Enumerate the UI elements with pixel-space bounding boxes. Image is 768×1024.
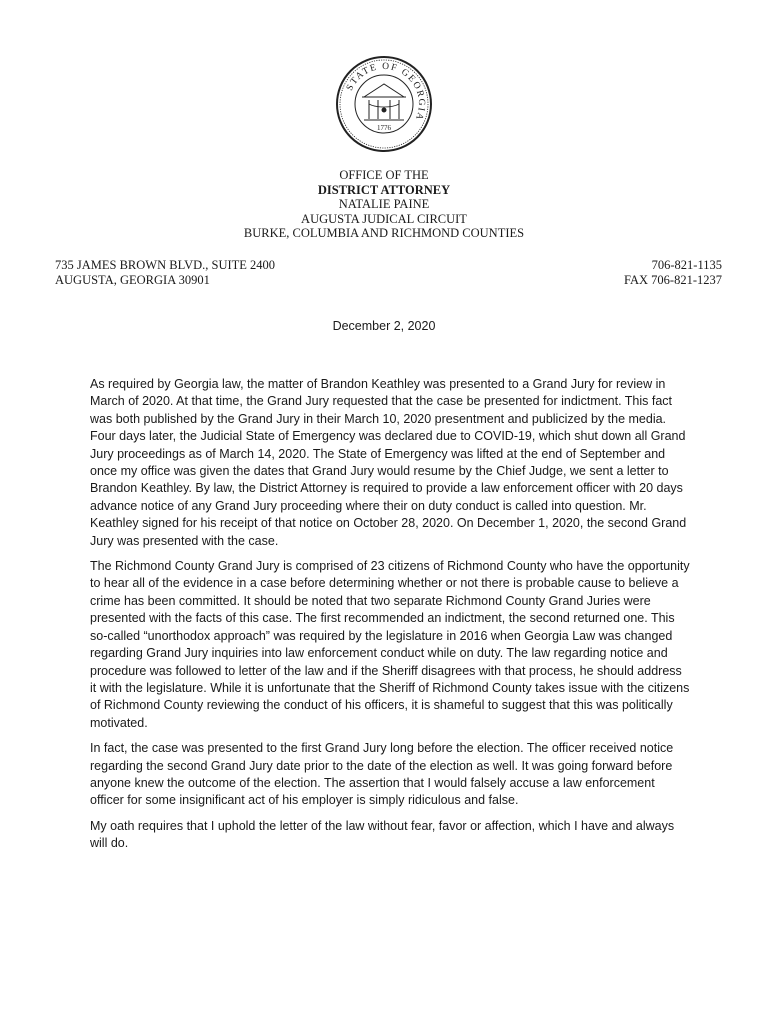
- paragraph: My oath requires that I uphold the letter of the law without fear, favor or affection, which I have and always will do.: [90, 818, 675, 851]
- counties: BURKE, COLUMBIA AND RICHMOND COUNTIES: [243, 226, 525, 240]
- district-attorney-title: DISTRICT ATTORNEY: [317, 182, 451, 197]
- letter-body: [90, 376, 690, 861]
- fax-number: FAX 706-821-1237: [623, 273, 722, 287]
- seal-ring-text: STATE OF GEORGIA: [345, 61, 427, 123]
- paragraph: In fact, the case was presented to the first Grand Jury long before the election. The officer received notice regarding the second Grand Jury date prior to the date of the election as well. It was going forward before anyone knew the outcome of the election. The assertion that I would falsely accuse a law enforcement officer for some insignificant act of his employer is simply ridiculous and false.: [90, 741, 674, 808]
- paragraph: The Richmond County Grand Jury is comprised of 23 citizens of Richmond County who have the opportunity to hear all of the evidence in a case before determining whether or not there is probable cause to believe a crime has been committed. It should be noted that two separate Richmond County Grand Juries were presented with the facts of this case. The first recommended an indictment, the second returned one. This so-called “unorthodox approach” was required by the legislature in 2016 when Georgia Law was changed regarding Grand Jury inquiries into law enforcement conduct while on duty. The law regarding notice and procedure was followed to letter of the law and if the Sheriff disagrees with that process, he should address it with the legislature. While it is unfortunate that the Sheriff of Richmond County takes issue with the citizens of Richmond County reviewing the conduct of his officers, it is shameful to suggest that this was politically motivated.: [90, 559, 690, 730]
- letter-date: December 2, 2020: [332, 319, 436, 333]
- phone-number: 706-821-1135: [651, 258, 722, 272]
- seal-year: 1776: [377, 124, 391, 132]
- state-seal: [334, 54, 434, 154]
- attorney-name: NATALIE PAINE: [338, 197, 430, 211]
- letterhead: [0, 168, 768, 241]
- office-of-the-label: OFFICE OF THE: [339, 168, 429, 182]
- mailing-address: [55, 258, 275, 288]
- city-address: AUGUSTA, GEORGIA 30901: [55, 273, 210, 287]
- judicial-circuit: AUGUSTA JUDICAL CIRCUIT: [301, 211, 467, 226]
- street-address: 735 JAMES BROWN BLVD., SUITE 2400: [55, 258, 276, 272]
- georgia-seal-icon: [334, 54, 434, 154]
- contact-numbers: [624, 258, 722, 288]
- paragraph: As required by Georgia law, the matter of Brandon Keathley was presented to a Grand Jury for review in March of 2020. At that time, the Grand Jury requested that the case be presented for indictment. This fact was both published by the Grand Jury in their March 10, 2020 presentment and publicized by the media. Four days later, the Judicial State of Emergency was declared due to COVID-19, which shut down all Grand Jury proceedings as of March 14, 2020. The State of Emergency was lifted at the end of September and once my office was given the dates that Grand Jury would resume by the Chief Judge, we sent a letter to Brandon Keathley. By law, the District Attorney is required to provide a law enforcement officer with 20 days advance notice of any Grand Jury proceeding where their on duty conduct is called into question. Mr. Keathley signed for his receipt of that notice on October 28, 2020. On December 1, 2020, the second Grand Jury was presented with the case.: [90, 377, 687, 548]
